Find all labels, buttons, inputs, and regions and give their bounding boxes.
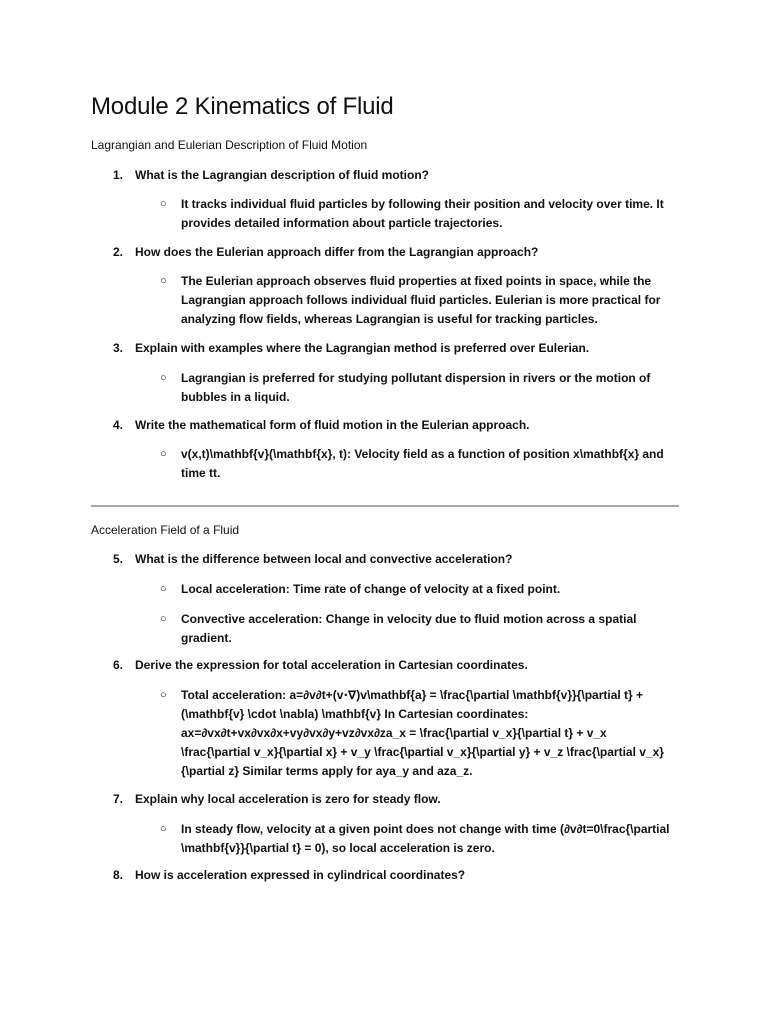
answer-text: Convective acceleration: Change in velocity due to fluid motion across a spatial gradient. [181, 612, 637, 645]
answer-3 [160, 369, 670, 407]
answer-text: Local acceleration: Time rate of change of velocity at a fixed point. [181, 582, 561, 596]
answer-6 [160, 686, 670, 781]
question-2 [113, 245, 538, 259]
question-text: Explain with examples where the Lagrangian method is preferred over Eulerian. [135, 341, 590, 355]
answer-text: The Eulerian approach observes fluid properties at fixed points in space, while the Lagrangian approach follows individual fluid particles. Eulerian is more practical for analyzing flow fields, whereas Lagrangian is useful for tracking particles. [181, 274, 661, 326]
question-number: 1. [113, 168, 124, 182]
answer-text: Lagrangian is preferred for studying pollutant dispersion in rivers or the motion of bubbles in a liquid. [181, 371, 651, 404]
section-heading-lagrangian-eulerian: Lagrangian and Eulerian Description of Fluid Motion [91, 138, 368, 152]
bullet-circle-icon: ○ [160, 198, 167, 210]
bullet-circle-icon: ○ [160, 689, 167, 701]
answer-4 [160, 445, 670, 483]
question-text: How does the Eulerian approach differ from the Lagrangian approach? [135, 245, 539, 259]
bullet-circle-icon: ○ [160, 275, 167, 287]
answer-text: v(x,t)\mathbf{v}(\mathbf{x}, t): Velocity field as a function of position x\mathbf{x} and time tt. [181, 447, 664, 480]
question-number: 4. [113, 418, 124, 432]
question-7 [113, 792, 441, 806]
question-text: Derive the expression for total acceleration in Cartesian coordinates. [135, 658, 528, 672]
bullet-circle-icon: ○ [160, 372, 167, 384]
horizontal-divider [91, 505, 679, 507]
question-number: 5. [113, 552, 124, 566]
question-4 [113, 418, 530, 432]
question-number: 2. [113, 245, 124, 259]
answer-7 [160, 820, 670, 858]
question-text: What is the Lagrangian description of fluid motion? [135, 168, 429, 182]
question-number: 3. [113, 341, 124, 355]
bullet-circle-icon: ○ [160, 823, 167, 835]
answer-5a [160, 580, 670, 599]
answer-text: Total acceleration: a=∂v∂t+(v⋅∇)v\mathbf{a} = \frac{\partial \mathbf{v}}{\partial t} + (\mathbf{v} \cdot \nabla) \mathbf{v} In Cartesian coordinates: ax=∂vx∂t+vx∂vx∂x+vy∂vx∂y+vz∂vx∂za_x = \frac{\partial v_x}{\partial t} + v_x \frac{\partial v_x}{\partial x} + v_y \frac{\partial v_x}{\partial y} + v_z \frac{\partial v_x}{\partial z} Similar terms apply for aya_y and aza_z. [181, 688, 664, 778]
question-number: 8. [113, 868, 124, 882]
page-title: Module 2 Kinematics of Fluid [91, 93, 394, 120]
question-6 [113, 658, 528, 672]
question-text: How is acceleration expressed in cylindrical coordinates? [135, 868, 466, 882]
answer-text: It tracks individual fluid particles by following their position and velocity over time. It provides detailed information about particle trajectories. [181, 197, 664, 230]
question-8 [113, 868, 465, 882]
question-text: Explain why local acceleration is zero for steady flow. [135, 792, 441, 806]
question-number: 6. [113, 658, 124, 672]
question-1 [113, 168, 429, 182]
section-heading-acceleration-field: Acceleration Field of a Fluid [91, 523, 240, 537]
question-3 [113, 341, 589, 355]
bullet-circle-icon: ○ [160, 613, 167, 625]
bullet-circle-icon: ○ [160, 583, 167, 595]
question-text: What is the difference between local and convective acceleration? [135, 552, 513, 566]
answer-1 [160, 195, 670, 233]
answer-text: In steady flow, velocity at a given point does not change with time (∂v∂t=0\frac{\partial \mathbf{v}}{\partial t} = 0), so local acceleration is zero. [181, 822, 670, 855]
question-number: 7. [113, 792, 124, 806]
bullet-circle-icon: ○ [160, 448, 167, 460]
answer-2 [160, 272, 670, 329]
question-text: Write the mathematical form of fluid motion in the Eulerian approach. [135, 418, 530, 432]
answer-5b [160, 610, 670, 648]
question-5 [113, 552, 512, 566]
